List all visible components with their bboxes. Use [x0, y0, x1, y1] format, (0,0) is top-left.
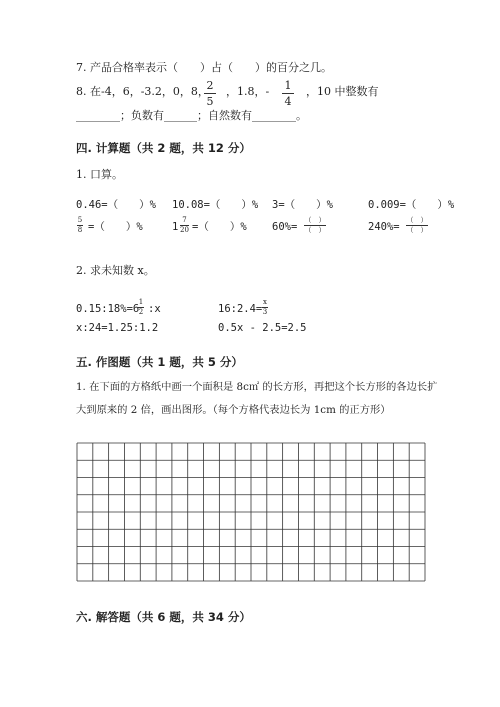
fraction-numerator: 2: [206, 79, 214, 92]
question-8-middle: ，1.8，-: [226, 85, 270, 98]
fraction-bar: [282, 93, 294, 94]
equation-2-lead: 16:2.4=: [218, 303, 263, 315]
fraction-denominator: 8: [77, 226, 83, 234]
section-4-q1-label: 1. 口算。: [76, 168, 123, 181]
oral-calc-1: 0.46=（ ）%: [76, 199, 156, 211]
section-4-title: 四. 计算题（共 2 题，共 12 分）: [76, 141, 251, 155]
fraction-denominator: （ ）: [304, 226, 326, 234]
oral-calc-6-whole: 1: [172, 221, 179, 233]
oral-calc-7-lead: 60%=: [272, 221, 298, 233]
fraction-denominator: 3: [262, 308, 268, 316]
fraction-numerator: 1: [138, 298, 144, 306]
oral-calc-4: 0.009=（ ）%: [368, 199, 455, 211]
fraction-bar: [204, 93, 216, 94]
equation-2-fraction: [262, 299, 268, 316]
section-5-q1-line-2: 大到原来的 2 倍，画出图形。（每个方格代表边长为 1cm 的正方形）: [76, 404, 391, 416]
question-8-line-2: ________；负数有______；自然数有________。: [76, 109, 307, 122]
oral-calc-7-fraction: [304, 217, 326, 234]
fraction-numerator: 7: [182, 216, 187, 224]
question-8-fraction-1: [204, 80, 216, 107]
fraction-numerator: 1: [284, 79, 292, 92]
oral-calc-8-fraction: [406, 217, 428, 234]
fraction-numerator: x: [263, 298, 267, 306]
oral-calc-5-rest: =（ ）%: [88, 221, 143, 233]
fraction-denominator: 4: [284, 95, 292, 108]
oral-calc-2: 10.08=（ ）%: [172, 199, 259, 211]
equation-1-lead: 0.15:18%=6: [76, 303, 140, 315]
square-grid-paper[interactable]: [76, 442, 426, 582]
fraction-numerator: 5: [77, 216, 83, 224]
oral-calc-5-fraction: [77, 217, 83, 234]
equation-1-fraction: [138, 299, 144, 316]
section-5-q1-line-1: 1. 在下面的方格纸中画一个面积是 8c㎡ 的长方形，再把这个长方形的各边长扩: [76, 381, 438, 393]
section-4-q2-label: 2. 求未知数 x。: [76, 264, 155, 277]
question-8-fraction-2: [282, 80, 294, 107]
question-7: 7. 产品合格率表示（ ）占（ ）的百分之几。: [76, 61, 332, 74]
question-8-prefix: 8. 在-4，6，-3.2，0，8，: [76, 85, 209, 98]
oral-calc-8-lead: 240%=: [368, 221, 400, 233]
fraction-denominator: 5: [206, 95, 214, 108]
oral-calc-6-rest: =（ ）%: [192, 221, 247, 233]
fraction-numerator: （ ）: [406, 216, 428, 224]
question-8-suffix: ，10 中整数有: [306, 85, 379, 98]
fraction-denominator: 20: [180, 226, 189, 234]
equation-4: 0.5x - 2.5=2.5: [218, 322, 307, 334]
equation-3: x:24=1.25:1.2: [76, 322, 159, 334]
oral-calc-3: 3=（ ）%: [272, 199, 333, 211]
fraction-denominator: （ ）: [406, 226, 428, 234]
equation-1-rest: :x: [148, 303, 161, 315]
oral-calc-6-fraction: [180, 217, 189, 234]
section-5-title: 五. 作图题（共 1 题，共 5 分）: [76, 355, 243, 369]
fraction-numerator: （ ）: [304, 216, 326, 224]
section-6-title: 六. 解答题（共 6 题，共 34 分）: [76, 610, 251, 624]
fraction-denominator: 2: [138, 308, 144, 316]
